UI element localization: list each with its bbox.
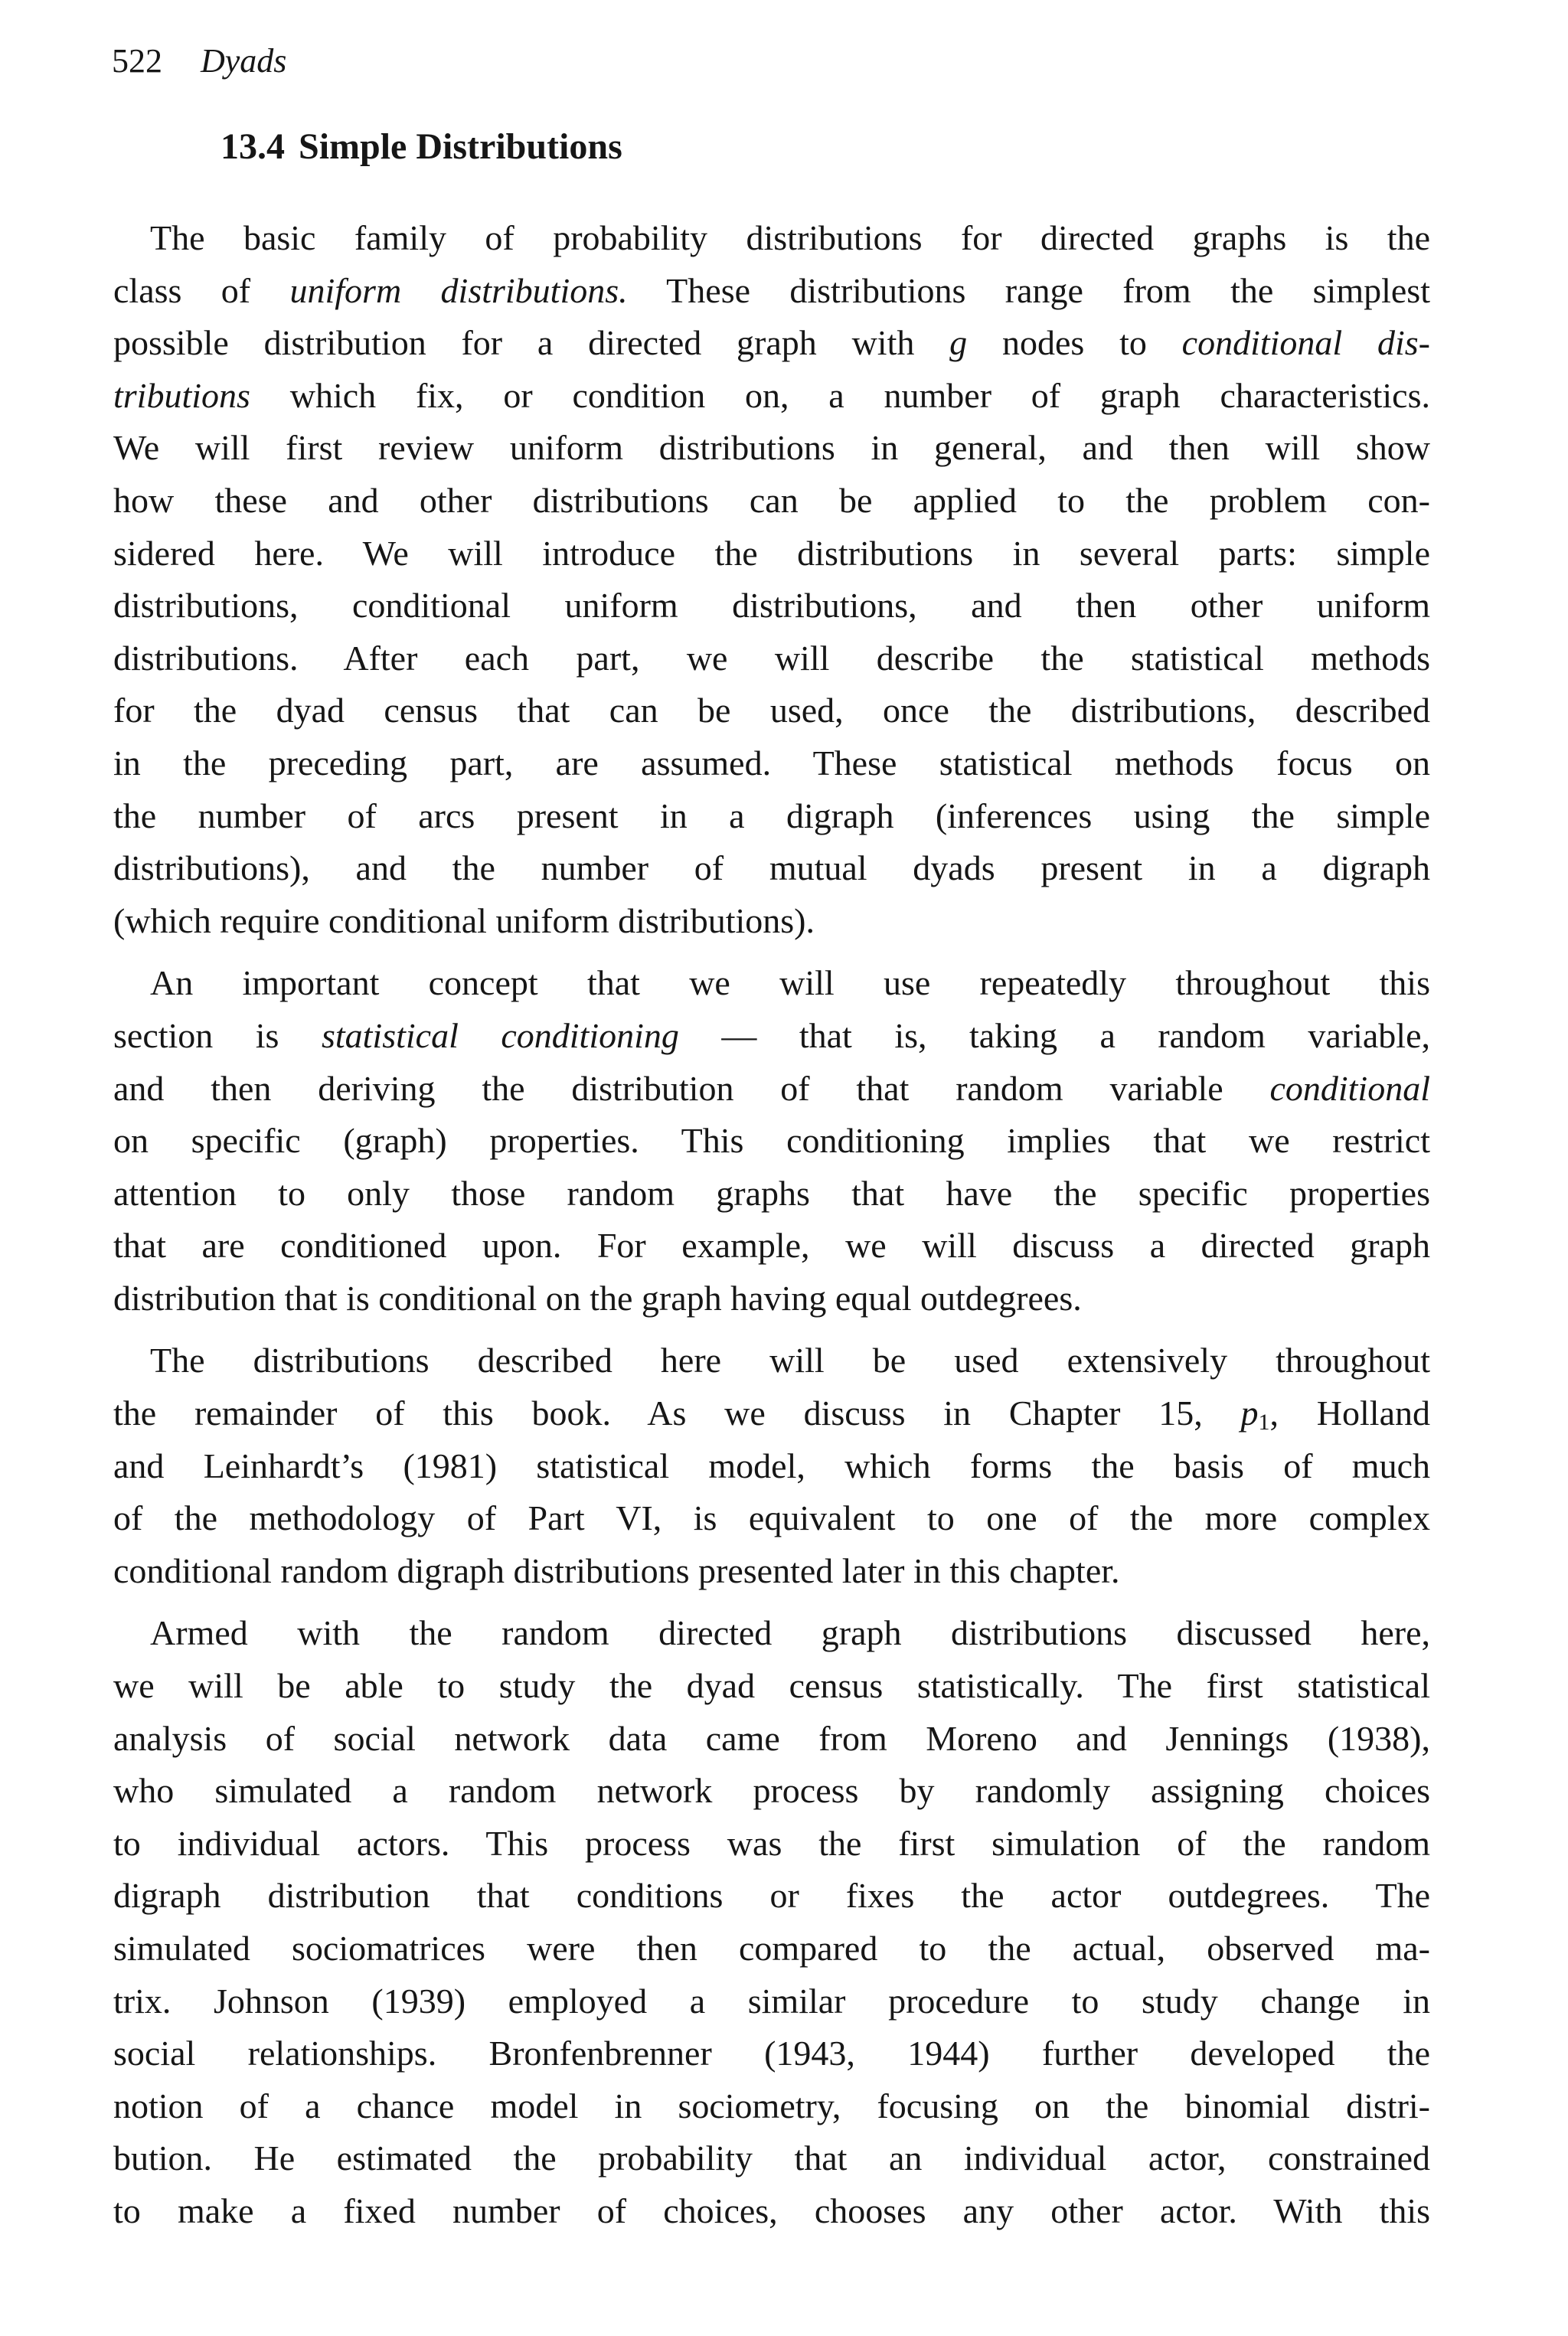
- text-span: in the preceding part, are assumed. These statistical methods focus on: [113, 743, 1430, 782]
- text-line: [113, 422, 1430, 475]
- body-text: [113, 212, 1430, 2238]
- text-line: [113, 580, 1430, 632]
- text-span: distribution that is conditional on the graph having equal outdegrees.: [113, 1278, 1082, 1318]
- text-span: The distributions described here will be used extensively throughout: [150, 1341, 1430, 1380]
- text-line: [113, 370, 1430, 423]
- text-line: [113, 1063, 1430, 1116]
- text-span: class of: [113, 270, 290, 310]
- text-line: [113, 1923, 1430, 1975]
- text-line: [113, 2027, 1430, 2080]
- text-span: of the methodology of Part VI, is equivalent to one of the more complex: [113, 1498, 1430, 1538]
- text-span: and then deriving the distribution of that random variable: [113, 1068, 1270, 1108]
- text-line: [113, 2185, 1430, 2238]
- text-span: , Holland: [1269, 1393, 1430, 1433]
- text-span: that are conditioned upon. For example, we will discuss a directed graph: [113, 1226, 1430, 1266]
- text-span: distributions. After each part, we will describe the statistical methods: [113, 638, 1430, 678]
- page-number: 522: [112, 42, 162, 80]
- text-span: to make a fixed number of choices, chooses any other actor. With this: [113, 2191, 1430, 2230]
- text-span: Armed with the random directed graph distributions discussed here,: [150, 1613, 1430, 1653]
- italic-text: uniform distributions.: [289, 270, 628, 310]
- text-line: [113, 1975, 1430, 2028]
- text-span: digraph distribution that conditions or fixes the actor outdegrees. The: [113, 1876, 1430, 1916]
- text-line: [113, 895, 1430, 948]
- text-span: attention to only those random graphs that have the specific properties: [113, 1173, 1430, 1213]
- text-line: [113, 842, 1430, 895]
- paragraph: [113, 1335, 1430, 1597]
- italic-text: p: [1240, 1393, 1259, 1433]
- text-line: [113, 1818, 1430, 1870]
- paragraph-gap: [113, 1325, 1430, 1335]
- text-span: to individual actors. This process was the first simulation of the random: [113, 1823, 1430, 1863]
- text-line: [113, 684, 1430, 737]
- text-span: for the dyad census that can be used, once the distributions, described: [113, 691, 1430, 730]
- text-span: The basic family of probability distributions for directed graphs is the: [150, 218, 1430, 257]
- text-line: [113, 1545, 1430, 1598]
- text-span: who simulated a random network process by randomly assigning choices: [113, 1771, 1430, 1811]
- paragraph: [113, 1607, 1430, 2237]
- text-span: simulated sociomatrices were then compared to the actual, observed ma-: [113, 1929, 1430, 1968]
- text-span: sidered here. We will introduce the distributions in several parts: simple: [113, 533, 1430, 573]
- text-span: the number of arcs present in a digraph (inferences using the simple: [113, 796, 1430, 835]
- text-line: [113, 1387, 1430, 1440]
- text-span: how these and other distributions can be applied to the problem con-: [113, 480, 1430, 520]
- text-span: social relationships. Bronfenbrenner (1943, 1944) further developed the: [113, 2034, 1430, 2073]
- text-span: (which require conditional uniform distributions).: [113, 900, 815, 940]
- text-span: the remainder of this book. As we discuss in Chapter 15,: [113, 1393, 1241, 1433]
- text-span: we will be able to study the dyad census statistically. The first statistical: [113, 1666, 1430, 1706]
- running-head: [112, 38, 286, 84]
- text-line: [113, 632, 1430, 685]
- text-span: These distributions range from the simplest: [627, 270, 1430, 310]
- text-line: [113, 2080, 1430, 2133]
- text-span: We will first review uniform distributions in general, and then will show: [113, 428, 1430, 468]
- text-span: on specific (graph) properties. This conditioning implies that we restrict: [113, 1121, 1430, 1161]
- text-line: [113, 1335, 1430, 1387]
- text-span: An important concept that we will use repeatedly throughout this: [150, 963, 1430, 1003]
- text-line: [113, 957, 1430, 1010]
- text-line: [113, 1220, 1430, 1273]
- text-span: nodes to: [967, 323, 1182, 363]
- text-span: analysis of social network data came from Moreno and Jennings (1938),: [113, 1718, 1430, 1758]
- text-line: [113, 1660, 1430, 1713]
- text-line: [113, 737, 1430, 790]
- text-span: trix. Johnson (1939) employed a similar procedure to study change in: [113, 1981, 1430, 2021]
- paragraph: [113, 957, 1430, 1325]
- text-line: [113, 212, 1430, 265]
- section-heading: [220, 123, 622, 172]
- text-span: section is: [113, 1015, 322, 1055]
- italic-text: tributions: [113, 375, 250, 415]
- text-line: [113, 790, 1430, 843]
- italic-text: conditional dis-: [1181, 323, 1430, 363]
- text-span: bution. He estimated the probability that an individual actor, constrained: [113, 2138, 1430, 2178]
- text-line: [113, 1010, 1430, 1063]
- subscript-text: 1: [1258, 1410, 1270, 1436]
- text-line: [113, 1607, 1430, 1660]
- section-number: 13.4: [220, 126, 285, 167]
- text-span: distributions), and the number of mutual dyads present in a digraph: [113, 848, 1430, 888]
- text-line: [113, 2132, 1430, 2185]
- italic-text: g: [949, 323, 968, 363]
- text-span: which fix, or condition on, a number of graph characteristics.: [250, 375, 1430, 415]
- text-span: — that is, taking a random variable,: [678, 1015, 1430, 1055]
- text-span: possible distribution for a directed graph with: [113, 323, 950, 363]
- text-line: [113, 1168, 1430, 1220]
- text-span: distributions, conditional uniform distributions, and then other uniform: [113, 586, 1430, 626]
- italic-text: conditional: [1269, 1068, 1430, 1108]
- text-line: [113, 1492, 1430, 1545]
- text-line: [113, 1870, 1430, 1923]
- text-line: [113, 1765, 1430, 1818]
- text-span: and Leinhardt’s (1981) statistical model, which forms the basis of much: [113, 1446, 1430, 1485]
- text-span: notion of a chance model in sociometry, focusing on the binomial distri-: [113, 2086, 1430, 2125]
- running-head-title: Dyads: [201, 42, 287, 80]
- text-line: [113, 1440, 1430, 1493]
- text-line: [113, 265, 1430, 318]
- paragraph-gap: [113, 947, 1430, 957]
- text-line: [113, 1273, 1430, 1325]
- section-title: Simple Distributions: [299, 126, 622, 167]
- text-line: [113, 1713, 1430, 1766]
- paragraph-gap: [113, 1597, 1430, 1607]
- italic-text: statistical conditioning: [321, 1015, 679, 1055]
- paragraph: [113, 212, 1430, 947]
- text-line: [113, 528, 1430, 580]
- text-line: [113, 1115, 1430, 1168]
- text-line: [113, 317, 1430, 370]
- text-span: conditional random digraph distributions presented later in this chapter.: [113, 1550, 1120, 1590]
- text-line: [113, 475, 1430, 528]
